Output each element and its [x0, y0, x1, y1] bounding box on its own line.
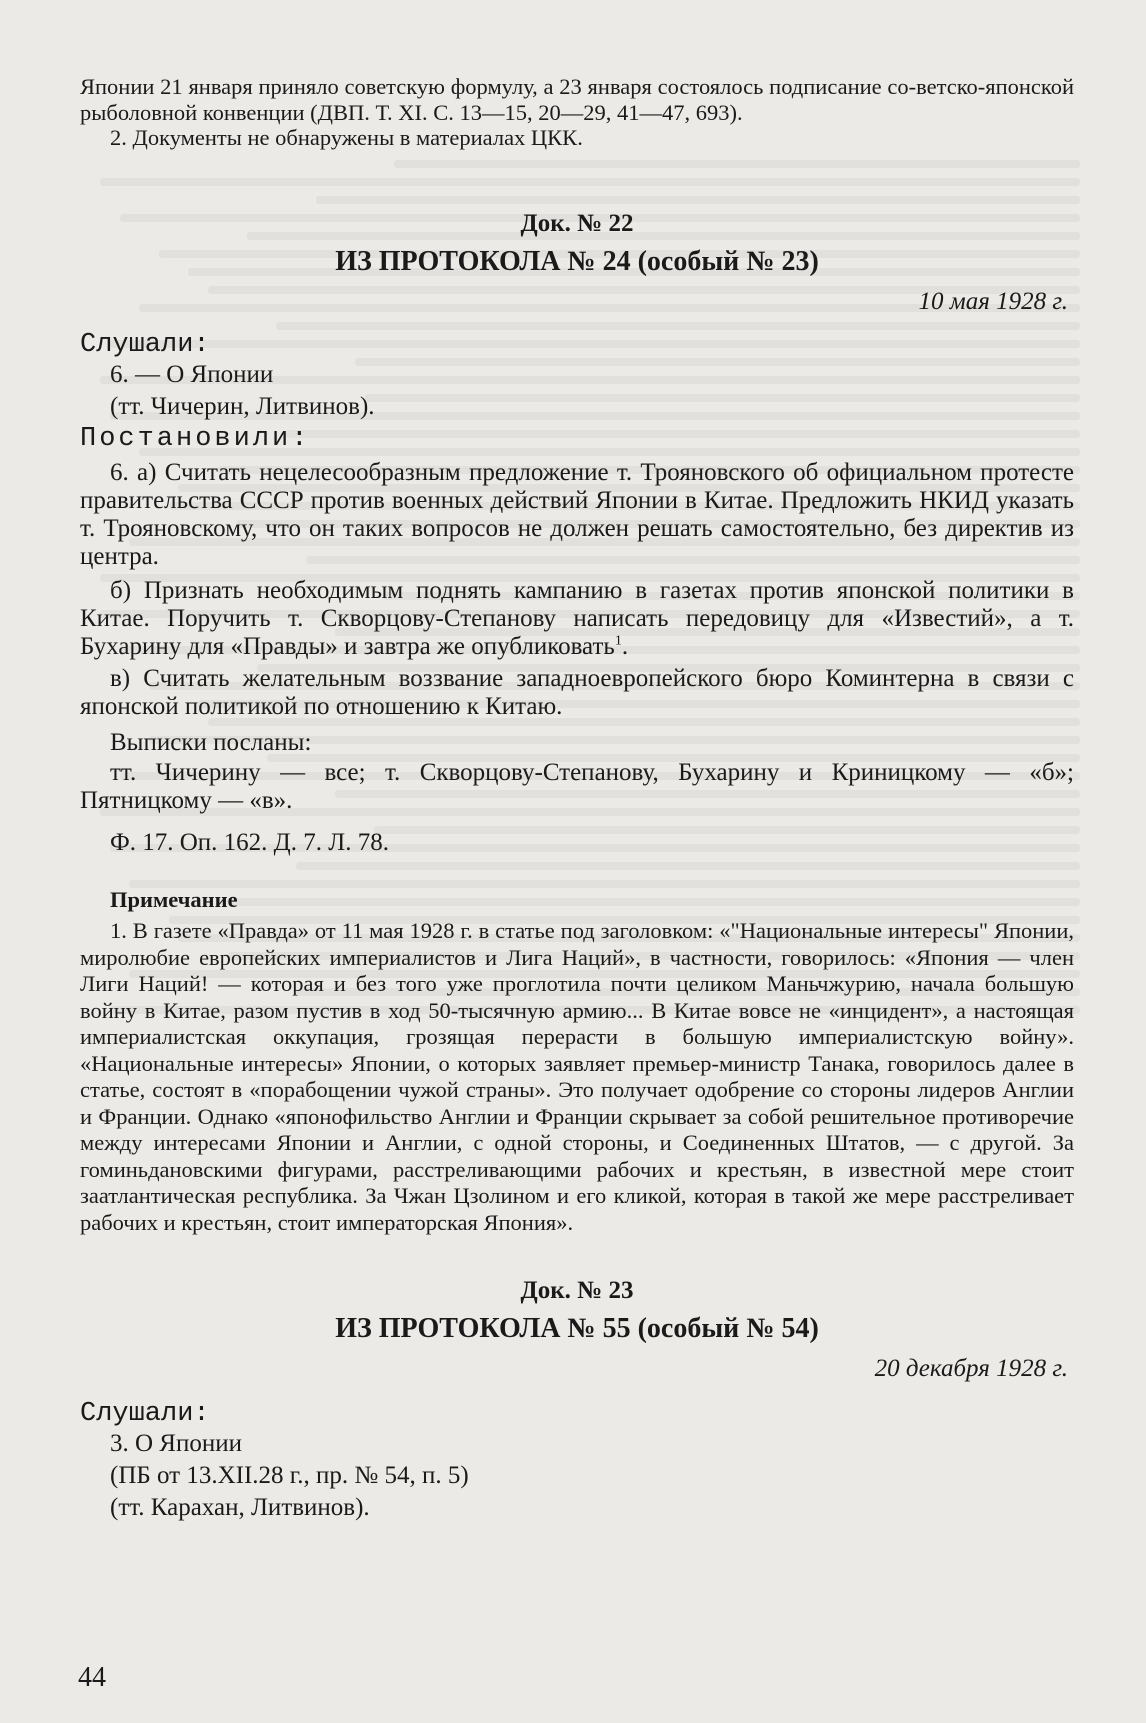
doc22-note-label: Примечание: [110, 886, 238, 912]
doc22-heard-people: (тт. Чичерин, Литвинов).: [110, 392, 375, 420]
doc23-heard-ref: (ПБ от 13.XII.28 г., пр. № 54, п. 5): [110, 1462, 469, 1489]
doc22-sent-text: тт. Чичерину — все; т. Скворцову-Степанову, Бухарину и Криницкому — «б»; Пятницкому — «в».: [80, 758, 1074, 814]
doc22-title: ИЗ ПРОТОКОЛА № 24 (особый № 23): [335, 245, 819, 277]
footnote-ref: 1: [614, 633, 622, 649]
doc22-point-b-text: б) Признать необходимым поднять кампанию в газетах против японской политики в Китае. Поручить т. Скворцову-Степанову написать передовицу для «Известий», а т. Бухарину для «Правды» и завтра же опубликовать: [80, 576, 1074, 660]
doc22-archive-ref: Ф. 17. Оп. 162. Д. 7. Л. 78.: [110, 828, 389, 856]
top-footnote-line1: Японии 21 января приняло советскую формулу, а 23 января состоялось подписание со-ветско-японской рыболовной конвенции (ДВП. Т. XI. С. 13—15, 20—29, 41—47, 693).: [80, 74, 1074, 125]
doc22-point-v: в) Считать желательным воззвание западноевропейского бюро Коминтерна в связи с японской политикой по отношению к Китаю.: [80, 664, 1074, 720]
doc23-date: 20 декабря 1928 г.: [874, 1355, 1068, 1382]
doc23-title: ИЗ ПРОТОКОЛА № 55 (особый № 54): [335, 1313, 819, 1344]
doc22-point-a: 6. а) Считать нецелесообразным предложение т. Трояновского об официальном протесте правительства СССР против военных действий Японии в Китае. Предложить НКИД указать т. Трояновскому, что он таких вопросов не должен решать самостоятельно, без директив из центра.: [80, 458, 1074, 570]
doc22-sent-label: Выписки посланы:: [110, 728, 312, 756]
doc22-date: 10 мая 1928 г.: [918, 287, 1068, 315]
doc23-heard-people: (тт. Карахан, Литвинов).: [110, 1494, 370, 1521]
doc23-heard-item: 3. О Японии: [110, 1430, 242, 1457]
document-page: [80, 74, 1074, 1522]
doc22-note-text: 1. В газете «Правда» от 11 мая 1928 г. в статье под заголовком: «"Национальные интересы" Японии, миролюбие европейских империалистов и Лига Наций», в частности, говорилось: «Япония — член Лиги Наций! — которая и без того уже проглотила почти целиком Маньчжурию, начала большую войну в Китае, разом пустив в ход 50-тысячную армию... В Китае вовсе не «инцидент», а настоящая империалистская оккупация, грозящая перерасти в большую империалистскую войну». «Национальные интересы» Японии, о которых заявляет премьер-министр Танака, говорилось далее в статье, состоят в «порабощении чужой страны». Это получает одобрение со стороны лидеров Англии и Франции. Однако «японофильство Англии и Франции скрывает за собой решительное противоречие между интересами Японии и Англии, с одной стороны, и Соединенных Штатов, — с другой. За гоминьдановскими фигурами, расстреливающими рабочих и крестьян, в известной мере стоит заатлантическая республика. За Чжан Цзолином и его кликой, которая в такой же мере расстреливает рабочих и крестьян, стоит императорская Япония».: [80, 918, 1074, 1235]
page-number: 44: [78, 1662, 106, 1693]
top-footnote: [80, 74, 1074, 151]
top-footnote-line2: 2. Документы не обнаружены в материалах ЦКК.: [110, 125, 583, 150]
doc22-resolved-label: Постановили:: [80, 423, 311, 454]
doc23-heard-label: Слушали:: [80, 1399, 210, 1429]
doc22-point-b: б) Признать необходимым поднять кампанию в газетах против японской политики в Китае. Поручить т. Скворцову-Степанову написать передовицу для «Известий», а т. Бухарину для «Правды» и завтра же опубликовать$^1$.: [80, 576, 1074, 660]
doc23-number: Док. № 23: [520, 1277, 634, 1304]
doc22-heard-item: 6. — О Японии: [110, 360, 274, 388]
doc22-heard-label: Слушали:: [80, 329, 210, 360]
doc22-number: Док. № 22: [520, 209, 634, 237]
